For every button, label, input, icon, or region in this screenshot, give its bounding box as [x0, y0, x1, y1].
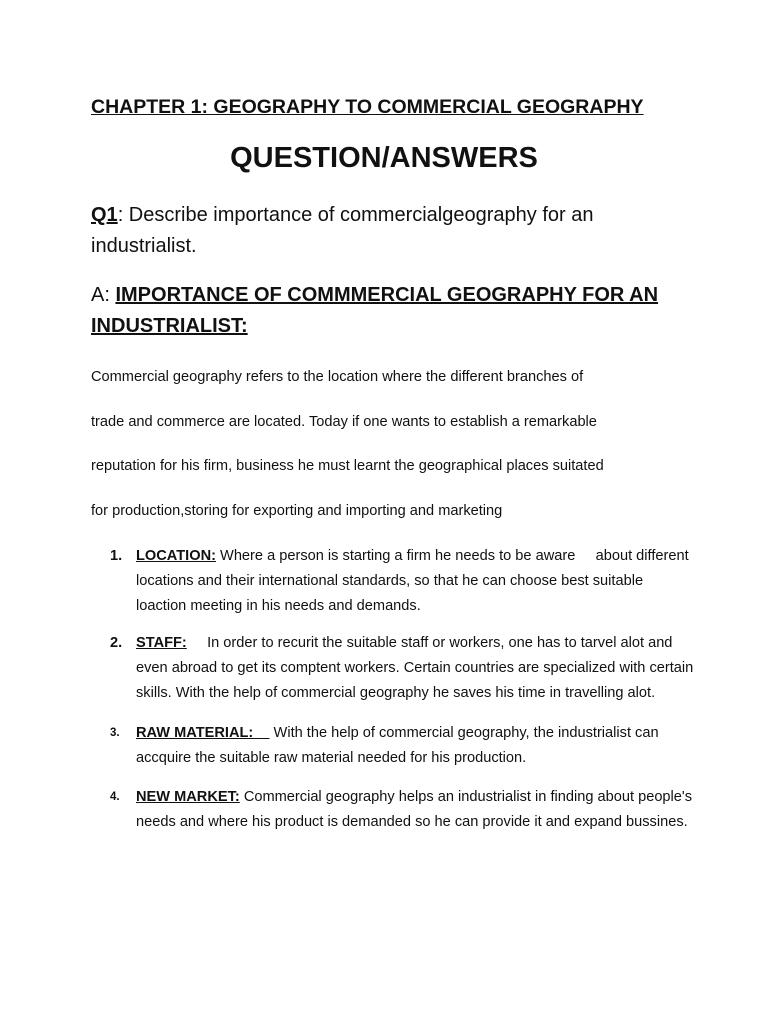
list-number: 3.: [110, 727, 120, 739]
list-item-new-market: [104, 785, 697, 835]
list-number: 2.: [110, 635, 123, 651]
answer-heading: IMPORTANCE OF COMMMERCIAL GEOGRAPHY FOR AN INDUSTRIALIST:: [91, 284, 659, 337]
list-item-staff: [104, 631, 698, 706]
point-label: STAFF:: [136, 635, 187, 651]
intro-line: for production,storing for exporting and importing and marketing: [91, 502, 503, 519]
importance-points-list: [104, 544, 698, 849]
section-title: QUESTION/ANSWERS: [230, 142, 538, 174]
chapter-title: CHAPTER 1: GEOGRAPHY TO COMMERCIAL GEOGRAPHY: [91, 96, 644, 118]
point-text: In order to recurit the suitable staff or workers, one has to tarvel alot and even abroad to get its comptent workers. Certain countries are specialized with certain skills. With the help of commercial geography he saves his time in travelling alot.: [136, 635, 698, 701]
answer-prefix: A:: [91, 284, 116, 306]
point-label: NEW MARKET:: [136, 789, 240, 805]
list-item-raw-material: [104, 721, 694, 771]
list-number: 1.: [110, 548, 123, 564]
answer-intro-paragraph: [91, 355, 731, 533]
question-label: Q1: [91, 204, 118, 226]
intro-line: reputation for his firm, business he must learnt the geographical places suitated: [91, 458, 604, 474]
point-text: Commercial geography helps an industrialist in finding about people's needs and where his product is demanded so he can provide it and expand bussines.: [136, 789, 697, 830]
question-1: [91, 200, 691, 262]
point-text: With the help of commercial geography, the industrialist can accquire the suitable raw material needed for his production.: [136, 725, 663, 766]
question-text: : Describe importance of commercialgeography for an industrialist.: [91, 204, 594, 257]
list-item-location: [104, 544, 694, 619]
point-text: Where a person is starting a firm he needs to be aware about different locations and their international standards, so that he can choose best suitable loaction meeting in his needs and demands.: [136, 548, 693, 614]
list-number: 4.: [110, 791, 120, 803]
answer-heading-block: [91, 280, 711, 342]
point-label: LOCATION:: [136, 548, 216, 564]
intro-line: Commercial geography refers to the location where the different branches of: [91, 369, 584, 385]
intro-line: trade and commerce are located. Today if one wants to establish a remarkable: [91, 413, 597, 430]
point-label: RAW MATERIAL:: [136, 725, 270, 741]
